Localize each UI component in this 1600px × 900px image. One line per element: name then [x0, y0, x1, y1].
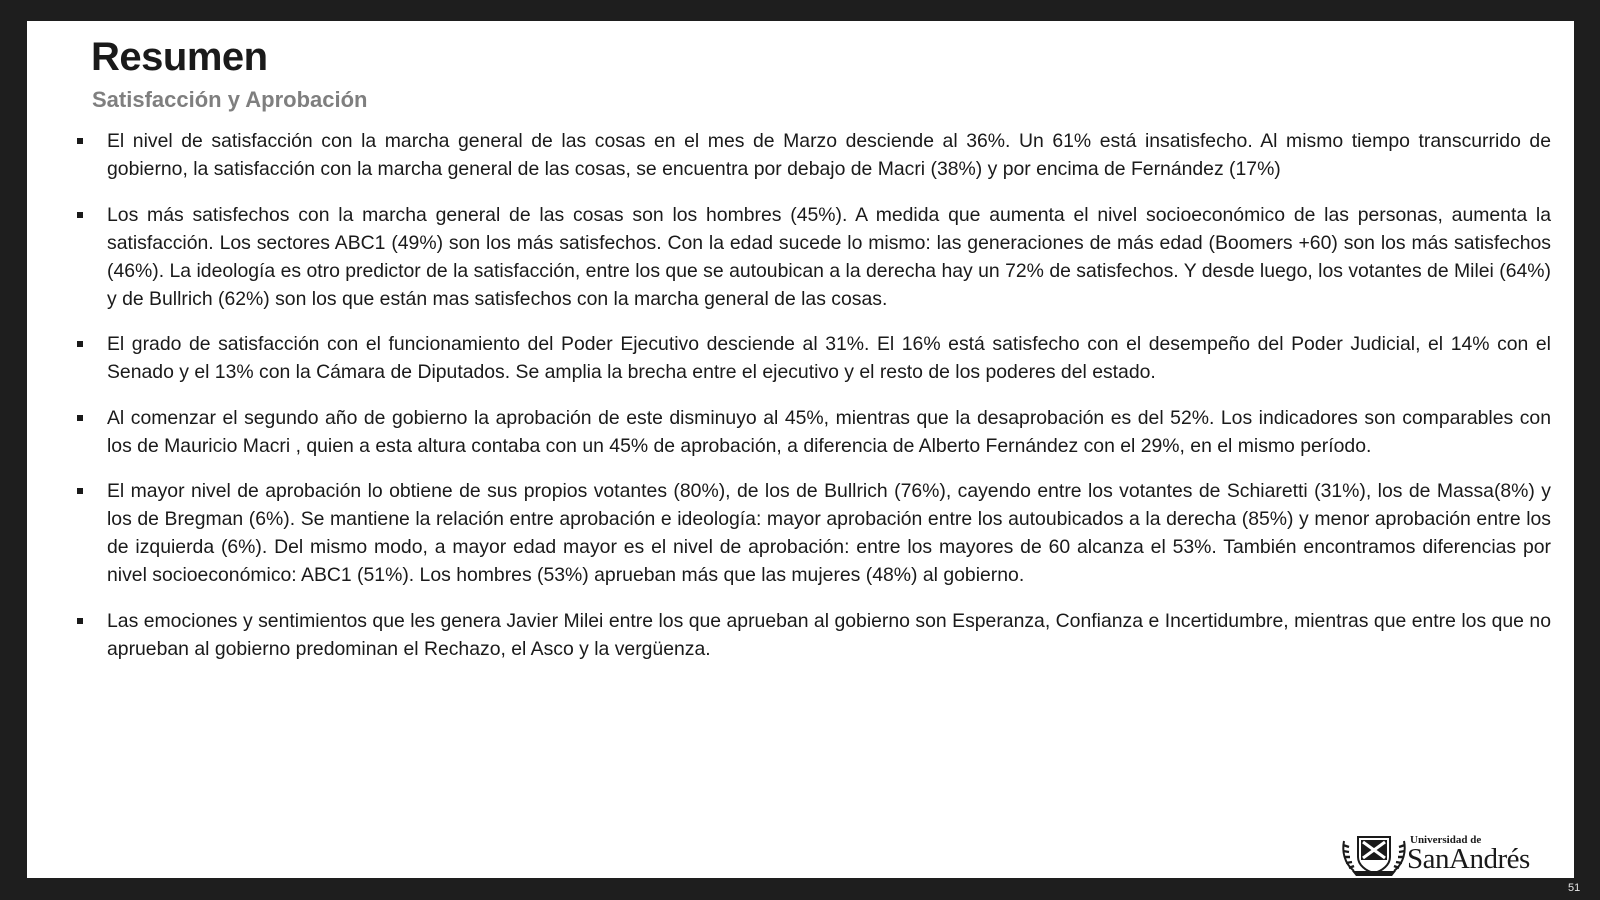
bullet-list: [77, 127, 1551, 680]
page-number: 51: [1568, 882, 1581, 894]
bullet-text: Los más satisfechos con la marcha general de las cosas son los hombres (45%). A medida que aumenta el nivel socioeconómico de las personas, aumenta la satisfacción. Los sectores ABC1 (49%) son los más satisfechos. Con la edad sucede lo mismo: las generaciones de más edad (Boomers +60) son los más satisfechos (46%). La ideología es otro predictor de la satisfacción, entre los que se autoubican a la derecha hay un 72% de satisfechos. Y desde luego, los votantes de Milei (64%) y de Bullrich (62%) son los que están mas satisfechos con la marcha general de las cosas.: [107, 203, 1551, 310]
square-bullet-icon: [77, 138, 83, 144]
bullet-text: Al comenzar el segundo año de gobierno la aprobación de este disminuyo al 45%, mientras que la desaprobación es del 52%. Los indicadores son comparables con los de Mauricio Macri , quien a esta altura contaba con un 45% de aprobación, a diferencia de Alberto Fernández con el 29%, en el mismo período.: [107, 406, 1551, 457]
square-bullet-icon: [77, 415, 83, 421]
bullet-text: Las emociones y sentimientos que les genera Javier Milei entre los que aprueban al gobierno son Esperanza, Confianza e Incertidumbre, mientras que entre los que no aprueban al gobierno predominan el Rechazo, el Asco y la vergüenza.: [107, 609, 1551, 660]
bullet-item: [77, 127, 1551, 183]
slide-title: Resumen: [91, 35, 268, 79]
bullet-item: [77, 201, 1551, 313]
bullet-item: [77, 404, 1551, 460]
square-bullet-icon: [77, 488, 83, 494]
bullet-item: [77, 330, 1551, 386]
logo-san-andres: SanAndrés: [1407, 843, 1530, 875]
bullet-text: El mayor nivel de aprobación lo obtiene de sus propios votantes (80%), de los de Bullrich (76%), cayendo entre los votantes de Schiaretti (31%), los de Massa(8%) y los de Bregman (6%). Se mantiene la relación entre aprobación e ideología: mayor aprobación entre los autoubicados a la derecha (85%) y menor aprobación entre los de izquierda (6%). Del mismo modo, a mayor edad mayor es el nivel de aprobación: entre los mayores de 60 alcanza el 53%. También encontramos diferencias por nivel socioeconómico: ABC1 (51%). Los hombres (53%) aprueban más que las mujeres (48%) al gobierno.: [107, 480, 1551, 586]
slide-subtitle: Satisfacción y Aprobación: [92, 87, 368, 112]
bullet-text: El grado de satisfacción con el funcionamiento del Poder Ejecutivo desciende al 31%. El 16% está satisfecho con el desempeño del Poder Judicial, el 14% con el Senado y el 13% con la Cámara de Diputados. Se amplia la brecha entre el ejecutivo y el resto de los poderes del estado.: [107, 333, 1551, 383]
square-bullet-icon: [77, 212, 83, 218]
square-bullet-icon: [77, 341, 83, 347]
university-crest-icon: [1340, 833, 1408, 877]
slide: [27, 21, 1574, 878]
university-logo: [1340, 833, 1552, 878]
square-bullet-icon: [77, 618, 83, 624]
bullet-item: [77, 607, 1551, 663]
bullet-text: El nivel de satisfacción con la marcha general de las cosas en el mes de Marzo desciende al 36%. Un 61% está insatisfecho. Al mismo tiempo transcurrido de gobierno, la satisfacción con la marcha general de las cosas, se encuentra por debajo de Macri (38%) y por encima de Fernández (17%): [107, 130, 1551, 180]
logo-universidad-de: Universidad de: [1410, 834, 1482, 846]
bullet-item: [77, 477, 1551, 589]
